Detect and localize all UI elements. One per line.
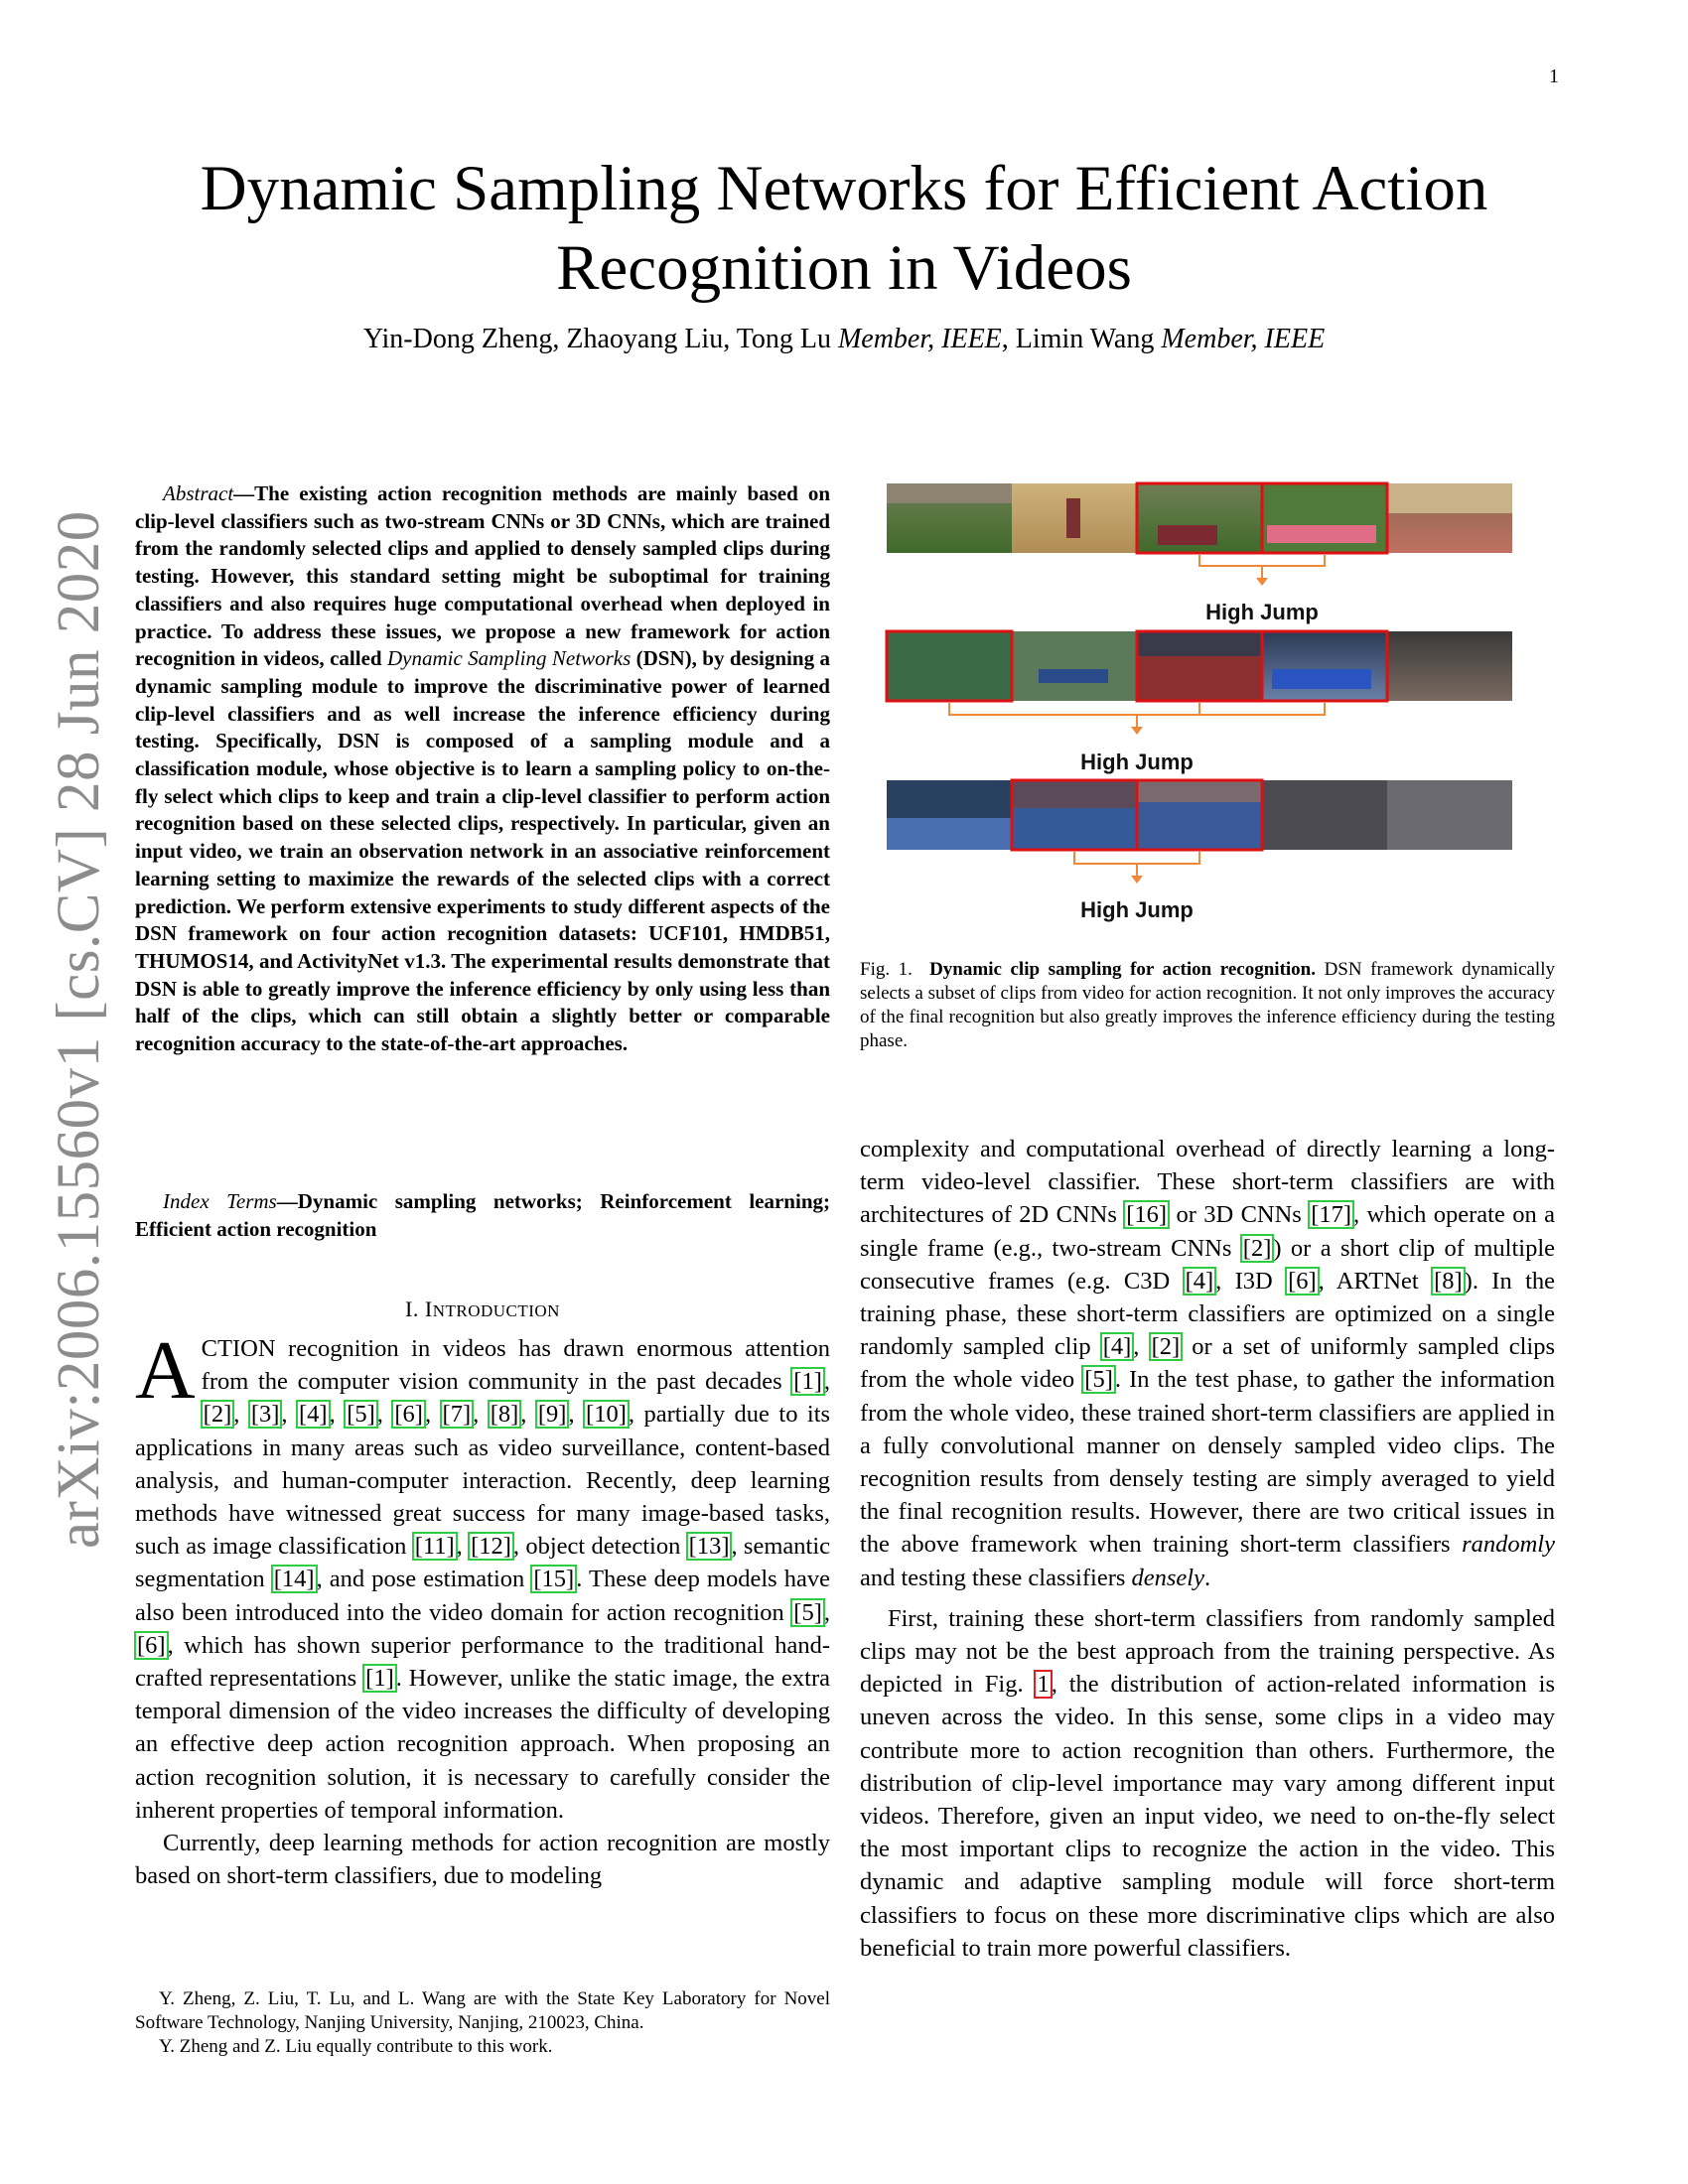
citation[interactable]: [5] [793,1598,822,1626]
right-column-text [860,1133,1555,1965]
body-text: or 3D CNNs [1169,1201,1310,1229]
body-text: and testing these classifiers [860,1564,1132,1591]
citation[interactable]: [10] [586,1401,627,1429]
citation[interactable]: [3] [250,1401,280,1429]
authors [99,324,1589,355]
citation[interactable]: [8] [490,1401,519,1429]
caption-title: Dynamic clip sampling for action recognition. [929,959,1316,980]
citation[interactable]: [4] [1185,1267,1214,1295]
body-text: First, training these short-term classifiers from randomly sampled clips may not be the best approach from the training perspective. As depicted in Fig. [860,1604,1555,1699]
citation[interactable]: [14] [273,1566,315,1593]
citation[interactable]: [12] [471,1533,511,1561]
emphasis: densely [1131,1564,1204,1591]
body-text: ) or a short clip of multiple consecutive frames (e.g. C3D [860,1234,1556,1295]
citation[interactable]: [1] [793,1368,822,1396]
index-terms-text: —Dynamic sampling networks; Reinforcement learning; Efficient action recognition [135,1189,830,1241]
index-terms [135,1188,830,1243]
citation[interactable]: [8] [1434,1267,1463,1295]
video-row-2 [887,631,1512,735]
intro-text: , and pose estimation [316,1566,532,1593]
section-title-first: I [424,1297,433,1321]
citation[interactable]: [15] [533,1566,575,1593]
caption-lead: Fig. 1. [860,959,913,980]
citation[interactable]: [11] [414,1533,455,1561]
arxiv-stamp: arXiv:2006.15560v1 [cs.CV] 28 Jun 2020 [46,510,112,1549]
figure-1 [860,480,1555,937]
intro-text: , which has shown superior performance to the traditional hand-crafted representations [135,1631,830,1693]
abstract-text-2: (DSN), by designing a dynamic sampling module to improve the discriminative power of learned clip-level classifiers and as well increase the inference efficiency during testing. Specifically, DSN is composed of a sampling module and a classification module, whose objective is to learn a sampling policy to on-the-fly select which clips to keep and train a clip-level classifier to perform action recognition based on these selected clips, respectively. In particular, given an input video, we train an observation network in an associative reinforcement learning setting to maximize the rewards of the selected clips with a correct prediction. We perform extensive experiments to study different aspects of the DSN framework on four action recognition datasets: UCF101, HMDB51, THUMOS14, and ActivityNet v1.3. The experimental results demonstrate that DSN is able to greatly improve the inference efficiency by only using less than half of the clips, which can still obtain a slightly better or comparable recognition accuracy to the state-of-the-art approaches. [135,646,830,1056]
section-title-rest: NTRODUCTION [432,1301,560,1320]
citation[interactable]: [6] [394,1401,423,1429]
intro-paragraph-2: Currently, deep learning methods for action recognition are mostly based on short-term classifiers, due to modeling [135,1830,830,1890]
intro-text: , object detection [512,1533,687,1561]
figure-label-row-1: High Jump [1205,600,1319,624]
citation[interactable]: [16] [1126,1201,1168,1229]
footnote-affiliation: Y. Zheng, Z. Liu, T. Lu, and L. Wang are with the State Key Laboratory for Novel Software Technology, Nanjing University, Nanjing, 210023, China. [135,1988,830,2033]
citation[interactable]: [2] [1242,1234,1272,1262]
caption-text: DSN framework dynamically selects a subset of clips from video for action recognition. It not only improves the accuracy of the final recognition but also greatly improves the inference efficiency during the testing phase. [860,959,1555,1051]
author-names-1: Yin-Dong Zheng, Zhaoyang Liu, Tong Lu [362,324,838,354]
section-heading [135,1297,830,1322]
index-terms-lead: Index Terms [163,1189,277,1213]
figure-caption [860,958,1555,1053]
abstract [135,480,830,1058]
body-text: . [1203,1564,1211,1591]
figure-1-graphic [860,480,1555,937]
citation[interactable]: [6] [1288,1267,1317,1295]
drop-cap: A [135,1324,196,1417]
body-text: . In the test phase, to gather the information from the whole video, these trained short-term classifiers are applied in a fully convolutional manner on densely sampled video clips. The recognition results from densely testing are simply averaged to yield the final recognition results. However, there are two critical issues in the above framework when training short-term classifiers [860,1366,1555,1559]
intro-text: , semantic segmentation [135,1533,831,1593]
membership-1: Member, IEEE [837,324,1002,354]
figure-label-row-2: High Jump [1080,750,1194,774]
figure-reference[interactable]: 1 [1037,1671,1050,1699]
right-paragraph-2 [860,1602,1555,1965]
abstract-lead: Abstract [163,481,234,505]
abstract-emphasis: Dynamic Sampling Networks [386,646,632,671]
figure-label-row-3: High Jump [1080,897,1194,922]
citation[interactable]: [5] [1084,1366,1113,1394]
intro-text: , partially due to its applications in many areas such as video surveillance, content-based analysis, and human-computer interaction. Recently, deep learning methods have witnessed great success for many image-based tasks, such as image classification [135,1401,831,1561]
paper-title [99,149,1589,308]
body-text: , I3D [1215,1267,1287,1295]
section-number: I. [405,1297,425,1321]
video-row-3 [887,780,1512,884]
body-text: ). In the training phase, these short-term classifiers are optimized on a single randomly sampled clip [860,1267,1555,1361]
citation[interactable]: [13] [688,1533,730,1561]
video-row-1 [887,483,1512,586]
body-text: , the distribution of action-related information is uneven across the video. In this sense, some clips in a video may contribute more to action recognition than others. Furthermore, the distribution of clip-level importance may vary among different input videos. Therefore, given an input video, we need to on-the-fly select the most important clips to recognize the action in the video. This dynamic and adaptive sampling module will force short-term classifiers to focus on these more discriminative clips which are also beneficial to train more powerful classifiers. [860,1671,1555,1962]
right-paragraph-1 [860,1133,1555,1594]
membership-2: Member, IEEE [1161,324,1326,354]
citation[interactable]: [2] [1151,1333,1181,1361]
body-text: , ARTNet [1318,1267,1433,1295]
citation[interactable]: [4] [299,1401,328,1429]
citation[interactable]: [9] [537,1401,567,1429]
introduction [135,1324,831,1892]
citation[interactable]: [17] [1311,1201,1352,1229]
intro-text: . However, unlike the static image, the extra temporal dimension of the video increases the difficulty of developing an effective deep action recognition approach. When proposing an action recognition solution, it is necessary to carefully consider the inherent properties of temporal information. [135,1665,830,1824]
abstract-text-1: —The existing action recognition methods are mainly based on clip-level classifiers such as two-stream CNNs or 3D CNNs, which are trained from the randomly selected clips and applied to densely sampled clips during testing. However, this standard setting might be suboptimal for training classifiers and also requires huge computational overhead when deployed in practice. To address these issues, we propose a new framework for action recognition in videos, called [135,481,830,671]
body-text: , [1133,1333,1150,1361]
citation[interactable]: [7] [442,1401,472,1429]
body-text: , which operate on a single frame (e.g., two-stream CNNs [860,1201,1555,1262]
intro-text: CTION recognition in videos has drawn enormous attention from the computer vision community in the past decades [201,1335,830,1396]
footnote [135,1987,830,2059]
citation[interactable]: [2] [203,1401,232,1429]
citation[interactable]: [5] [347,1401,375,1429]
title-line-2: Recognition in Videos [556,232,1132,304]
body-text: complexity and computational overhead of directly learning a long-term video-level classifier. These short-term classifiers are with architectures of 2D CNNs [860,1136,1555,1229]
citation[interactable]: [4] [1102,1333,1132,1361]
page-number: 1 [1549,66,1559,87]
citation[interactable]: [6] [137,1631,166,1659]
intro-text: . These deep models have also been introduced into the video domain for action recognition [135,1566,831,1626]
footnote-equal-contribution: Y. Zheng and Z. Liu equally contribute to this work. [159,2036,553,2057]
citation[interactable]: [1] [365,1665,394,1693]
title-line-1: Dynamic Sampling Networks for Efficient Action [200,153,1488,224]
author-names-2: , Limin Wang [1001,324,1162,354]
body-text: or a set of uniformly sampled clips from the whole video [860,1333,1555,1394]
intro-paragraph-1: ACTION recognition in videos has drawn enormous attention from the computer vision community in the past decades [1], [2], [3], [4], [5], [6], [7], [8], [9], [10], partially due to its applications in many areas such as video surveillance, content-based analysis, and human-computer interaction. Recently, deep learning methods have witnessed great success for many image-based tasks, such as image classification [11], [12], object detection [13], semantic segmentation [14], and pose estimation [15]. These deep models have also been introduced into the video domain for action recognition [5], [6], which has shown superior performance to the traditional hand-crafted representations [1]. However, unlike the static image, the extra temporal dimension of the video increases the difficulty of developing an effective deep action recognition approach. When proposing an action recognition solution, it is necessary to carefully consider the inherent properties of temporal information. [135,1324,831,1824]
emphasis: randomly [1462,1531,1555,1559]
